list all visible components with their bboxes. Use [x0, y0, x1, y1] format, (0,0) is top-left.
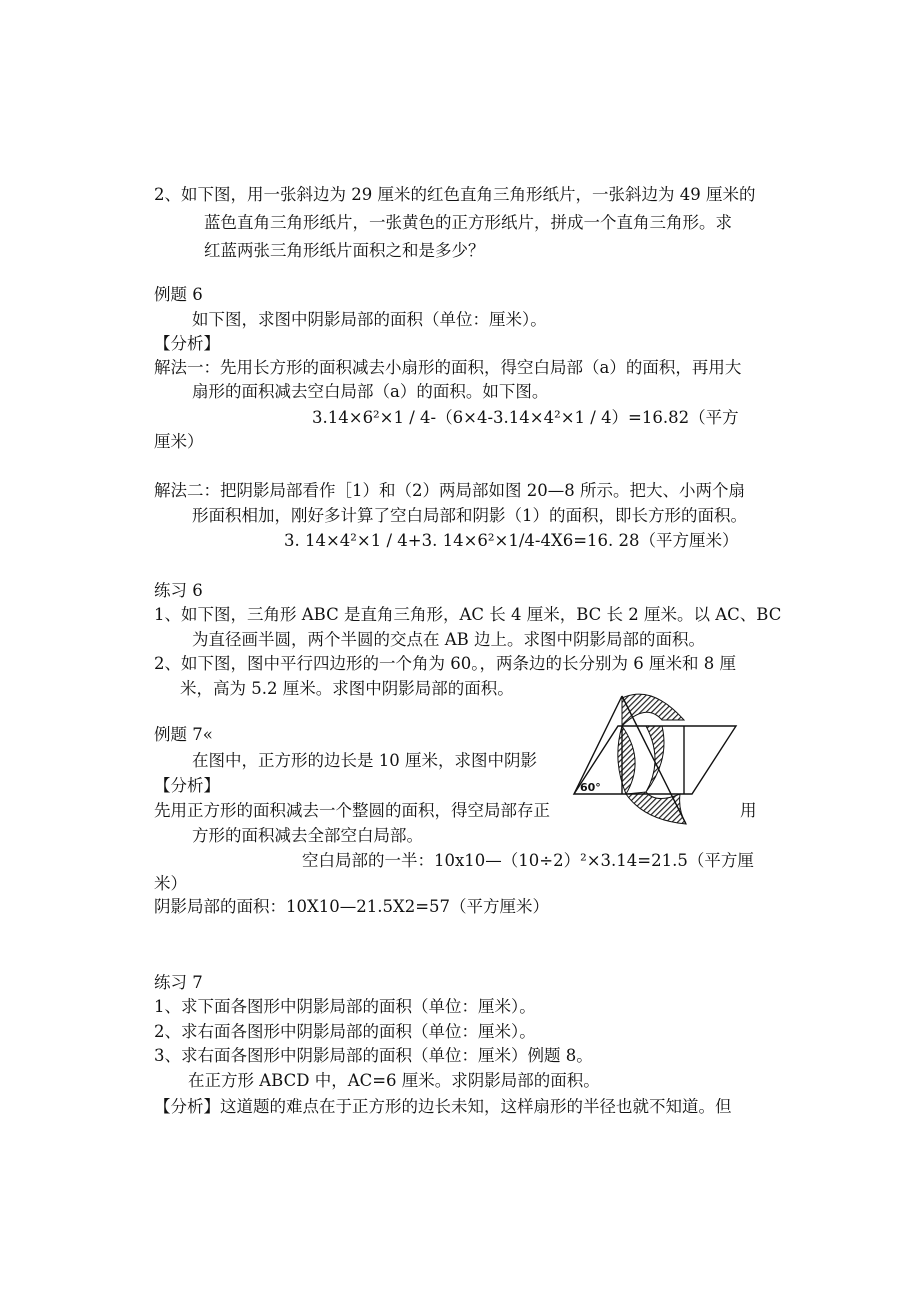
example6-solution2-formula: 3. 14×4²×1 / 4+3. 14×6²×1/4-4X6=16. 28（平方厘米）	[284, 531, 739, 550]
angle-label: 60°	[580, 781, 601, 794]
practice6-title: 练习 6	[154, 581, 203, 600]
example7-formula-unit: 米）	[154, 874, 187, 893]
example6-solution1-line1: 解法一：先用长方形的面积减去小扇形的面积，得空白局部（a）的面积，再用大	[154, 358, 742, 377]
problem2-line1: 2、如下图，用一张斜边为 29 厘米的红色直角三角形纸片，一张斜边为 49 厘米的	[154, 185, 756, 204]
practice6-q1-line1: 1、如下图，三角形 ABC 是直角三角形，AC 长 4 厘米，BC 长 2 厘米。以 AC、BC	[154, 605, 782, 624]
practice6-q2-line2: 米，高为 5.2 厘米。求图中阴影局部的面积。	[180, 679, 514, 698]
practice7-q1: 1、求下面各图形中阴影局部的面积（单位：厘米）。	[154, 997, 536, 1016]
practice6-q2-line1: 2、如下图，图中平行四边形的一个角为 60。，两条边的长分别为 6 厘米和 8 厘	[154, 654, 736, 673]
example7-line1: 先用正方形的面积减去一个整圆的面积，得空局部存正	[154, 801, 550, 820]
example6-solution1-unit: 厘米）	[154, 432, 204, 451]
example6-title: 例题 6	[154, 285, 203, 304]
example7-line1-tail: 用	[740, 801, 757, 820]
example6-question: 如下图，求图中阴影局部的面积（单位：厘米）。	[192, 310, 547, 329]
example6-analysis: 【分析】	[154, 334, 220, 353]
example6-solution2-line2: 形面积相加，刚好多计算了空白局部和阴影（1）的面积，即长方形的面积。	[192, 506, 747, 525]
practice7-title: 练习 7	[154, 973, 203, 992]
example7-analysis: 【分析】	[154, 776, 220, 795]
example6-solution2-line1: 解法二：把阴影局部看作［1）和（2）两局部如图 20—8 所示。把大、小两个扇	[154, 481, 745, 500]
practice7-q3: 3、求右面各图形中阴影局部的面积（单位：厘米）例题 8。	[154, 1046, 593, 1065]
example7-title: 例题 7«	[154, 725, 213, 744]
example7-question: 在图中，正方形的边长是 10 厘米，求图中阴影	[192, 751, 537, 770]
example7-line2: 方形的面积减去全部空白局部。	[192, 826, 423, 845]
practice7-q4: 在正方形 ABCD 中，AC=6 厘米。求阴影局部的面积。	[188, 1071, 600, 1090]
practice6-q1-line2: 为直径画半圆，两个半圆的交点在 AB 边上。求图中阴影局部的面积。	[192, 630, 706, 649]
example7-formula: 空白局部的一半：10x10—（10÷2）²×3.14=21.5（平方厘	[302, 851, 754, 870]
example6-solution1-formula: 3.14×6²×1 / 4-（6×4-3.14×4²×1 / 4）=16.82（平方	[312, 408, 739, 427]
problem2-line3: 红蓝两张三角形纸片面积之和是多少？	[204, 241, 485, 260]
practice7-analysis: 【分析】这道题的难点在于正方形的边长未知，这样扇形的半径也就不知道。但	[154, 1097, 732, 1116]
parallelogram-shaded-figure	[560, 690, 748, 826]
example6-solution1-line2: 扇形的面积减去空白局部（a）的面积。如下图。	[192, 382, 549, 401]
problem2-line2: 蓝色直角三角形纸片，一张黄色的正方形纸片，拼成一个直角三角形。求	[204, 213, 732, 232]
example7-result: 阴影局部的面积：10X10—21.5X2=57（平方厘米）	[154, 897, 550, 916]
practice7-q2: 2、求右面各图形中阴影局部的面积（单位：厘米）。	[154, 1022, 536, 1041]
